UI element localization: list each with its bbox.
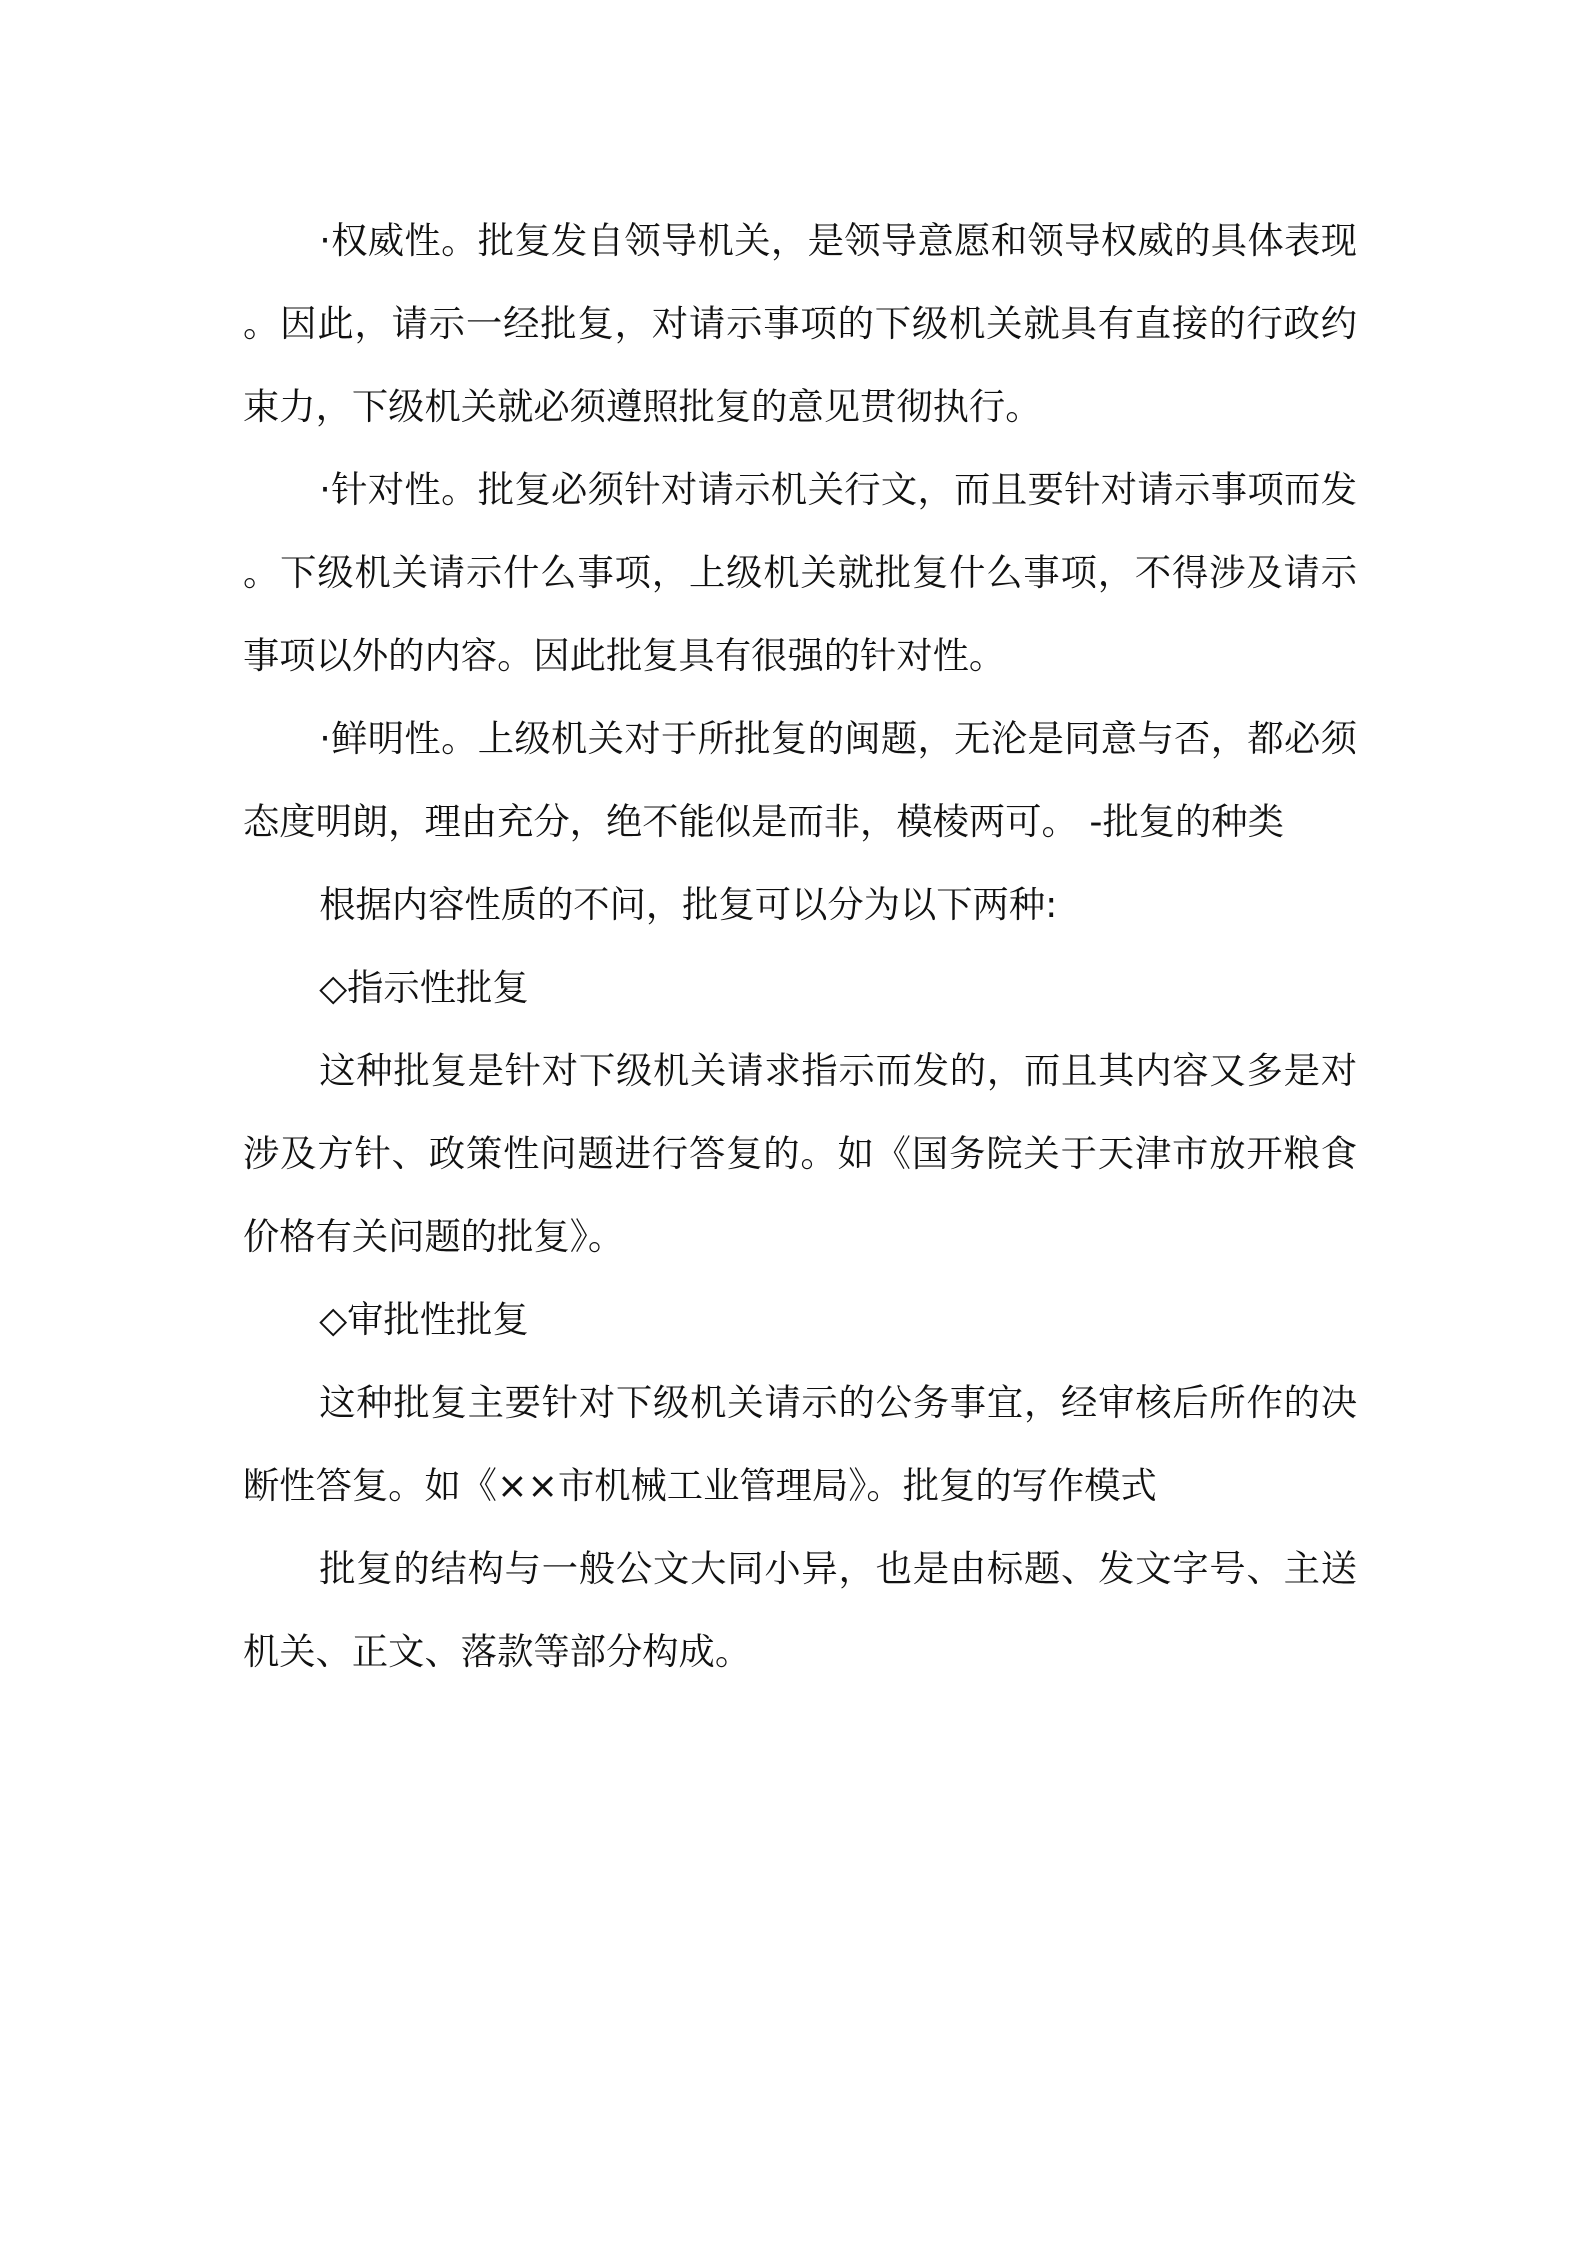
document-body — [243, 199, 1357, 1693]
paragraph-pertinence: ·针对性。批复必须针对请示机关行文，而且要针对请示事项而发。下级机关请示什么事项，上级机关就批复什么事项，不得涉及请示事项以外的内容。因此批复具有很强的针对性。 — [243, 468, 1357, 677]
heading-instructive-reply: ◇指示性批复 — [319, 966, 529, 1009]
paragraph-instructive-reply: 这种批复是针对下级机关请求指示而发的，而且其内容又多是对涉及方针、政策性问题进行答复的。如《国务院关于天津市放开粮食价格有关问题的批复》。 — [243, 1049, 1357, 1258]
paragraph-clarity: ·鲜明性。上级机关对于所批复的闽题，无沦是同意与否，都必须态度明朗，理由充分，绝不能似是而非，模棱两可。 -批复的种类 — [243, 717, 1357, 843]
heading-approval-reply: ◇审批性批复 — [319, 1298, 529, 1341]
paragraph-structure: 批复的结构与一般公文大同小异，也是由标题、发文字号、主送机关、正文、落款等部分构成。 — [243, 1547, 1357, 1673]
paragraph-types-intro: 根据内容性质的不问，批复可以分为以下两种: — [319, 883, 1058, 926]
paragraph-authority: ·权威性。批复发自领导机关，是领导意愿和领导权威的具体表现。因此，请示一经批复，对请示事项的下级机关就具有直接的行政约束力，下级机关就必须遵照批复的意见贯彻执行。 — [243, 219, 1357, 428]
paragraph-approval-reply: 这种批复主要针对下级机关请示的公务事宜，经审核后所作的决断性答复。如《××市机械工业管理局》。批复的写作模式 — [243, 1381, 1357, 1507]
